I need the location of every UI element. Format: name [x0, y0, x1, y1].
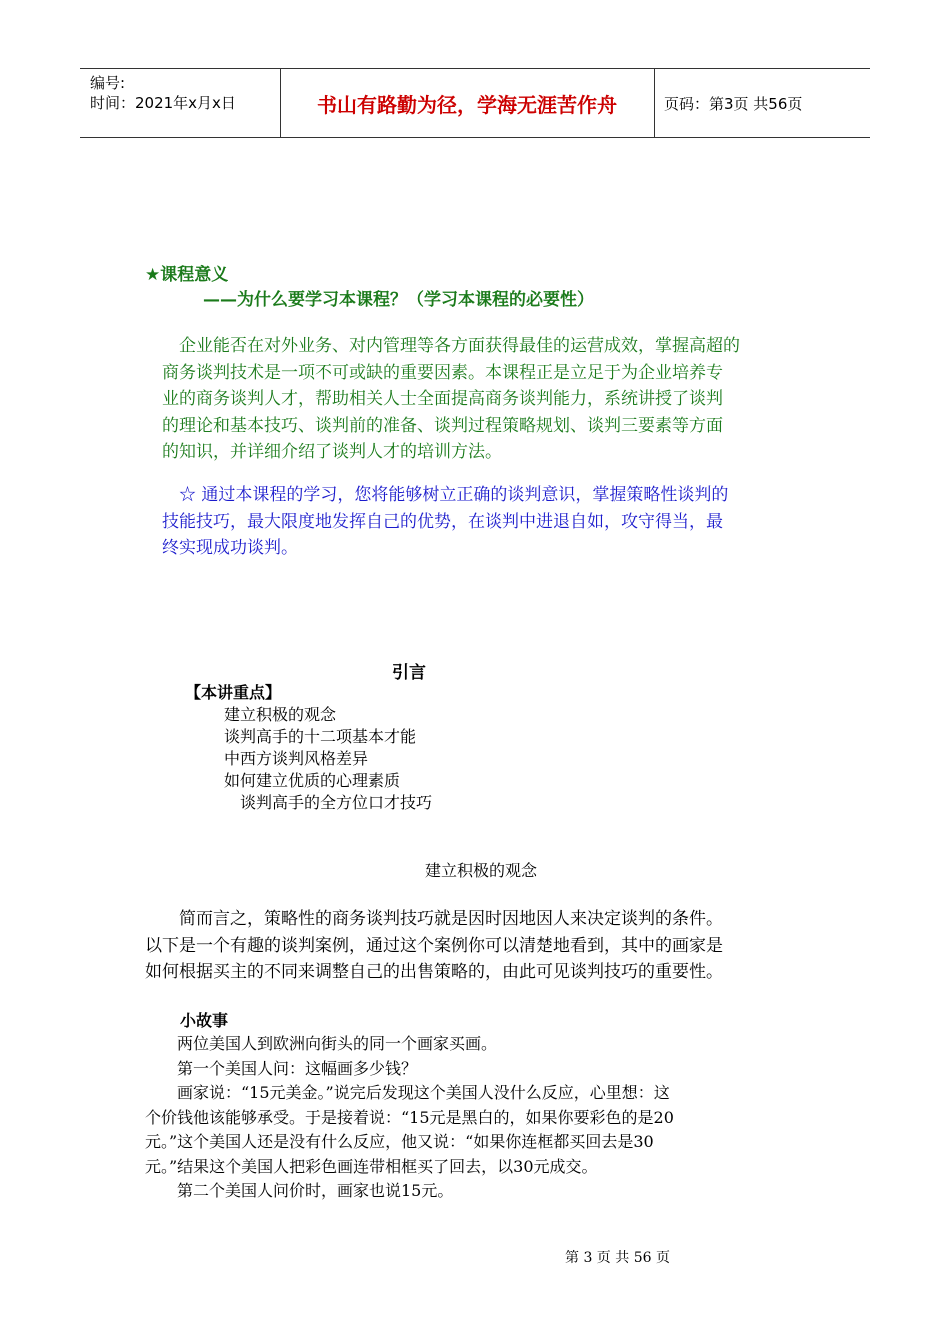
intro-heading: 引言: [392, 663, 426, 683]
paragraph-line: 以下是一个有趣的谈判案例，通过这个案例你可以清楚地看到，其中的画家是: [145, 935, 723, 956]
number-label: 编号:: [90, 74, 126, 92]
course-meaning-subtitle: ——为什么要学习本课程？（学习本课程的必要性）: [203, 290, 594, 310]
course-meaning-paragraph: [162, 333, 812, 466]
section-paragraph: [145, 906, 815, 986]
paragraph-line: 如何根据买主的不同来调整自己的出售策略的，由此可见谈判技巧的重要性。: [145, 962, 723, 982]
paragraph-line: 技能技巧，最大限度地发挥自己的优势，在谈判中进退自如，攻守得当，最: [162, 511, 723, 532]
paragraph-line: 业的商务谈判人才，帮助相关人士全面提高商务谈判能力，系统讲授了谈判: [162, 389, 723, 409]
course-benefit-paragraph: [162, 482, 812, 562]
key-point-item: 谈判高手的全方位口才技巧: [240, 793, 433, 812]
story-title: 小故事: [180, 1011, 229, 1030]
paragraph-line: 简而言之，策略性的商务谈判技巧就是因时因地因人来决定谈判的条件。: [145, 909, 723, 929]
story-line: 元。”结果这个美国人把彩色画连带相框买了回去，以30元成交。: [145, 1156, 598, 1176]
story-line: 第一个美国人问：这幅画多少钱？: [145, 1058, 418, 1078]
paragraph-line: 的理论和基本技巧、谈判前的准备、谈判过程策略规划、谈判三要素等方面: [162, 415, 723, 436]
header-motto: 书山有路勤为径，学海无涯苦作舟: [280, 69, 655, 137]
key-point-item: 建立积极的观念: [224, 705, 337, 724]
story-text: [145, 1032, 815, 1204]
key-point-item: 中西方谈判风格差异: [224, 749, 369, 768]
time-label: 时间：2021年x月x日: [90, 94, 236, 112]
story-line: 元。”这个美国人还是没有什么反应，他又说：“如果你连框都买回去是30: [145, 1132, 654, 1151]
course-meaning-title: ★课程意义: [145, 265, 229, 285]
document-header: [80, 68, 870, 138]
paragraph-line: 企业能否在对外业务、对内管理等各方面获得最佳的运营成效，掌握高超的: [162, 336, 740, 356]
key-point-item: 谈判高手的十二项基本才能: [224, 727, 417, 746]
header-meta: [80, 69, 281, 137]
story-line: 个价钱他该能够承受。于是接着说：“15元是黑白的，如果你要彩色的是20: [145, 1107, 674, 1127]
story-line: 两位美国人到欧洲向街头的同一个画家买画。: [145, 1034, 498, 1053]
key-points-title: 【本讲重点】: [185, 683, 282, 702]
paragraph-line: 商务谈判技术是一项不可或缺的重要因素。本课程正是立足于为企业培养专: [162, 362, 723, 383]
section-heading: 建立积极的观念: [425, 861, 538, 880]
page-footer: 第 3 页 共 56 页: [565, 1250, 670, 1266]
paragraph-line: 的知识，并详细介绍了谈判人才的培训方法。: [162, 442, 502, 462]
paragraph-line: ☆ 通过本课程的学习，您将能够树立正确的谈判意识，掌握策略性谈判的: [162, 485, 729, 505]
story-line: 画家说：“15元美金。”说完后发现这个美国人没什么反应，心里想：这: [145, 1083, 670, 1102]
story-line: 第二个美国人问价时，画家也说15元。: [145, 1181, 454, 1200]
header-page-info: 页码：第3页 共56页: [664, 94, 803, 113]
paragraph-line: 终实现成功谈判。: [162, 538, 298, 558]
key-point-item: 如何建立优质的心理素质: [224, 771, 401, 790]
